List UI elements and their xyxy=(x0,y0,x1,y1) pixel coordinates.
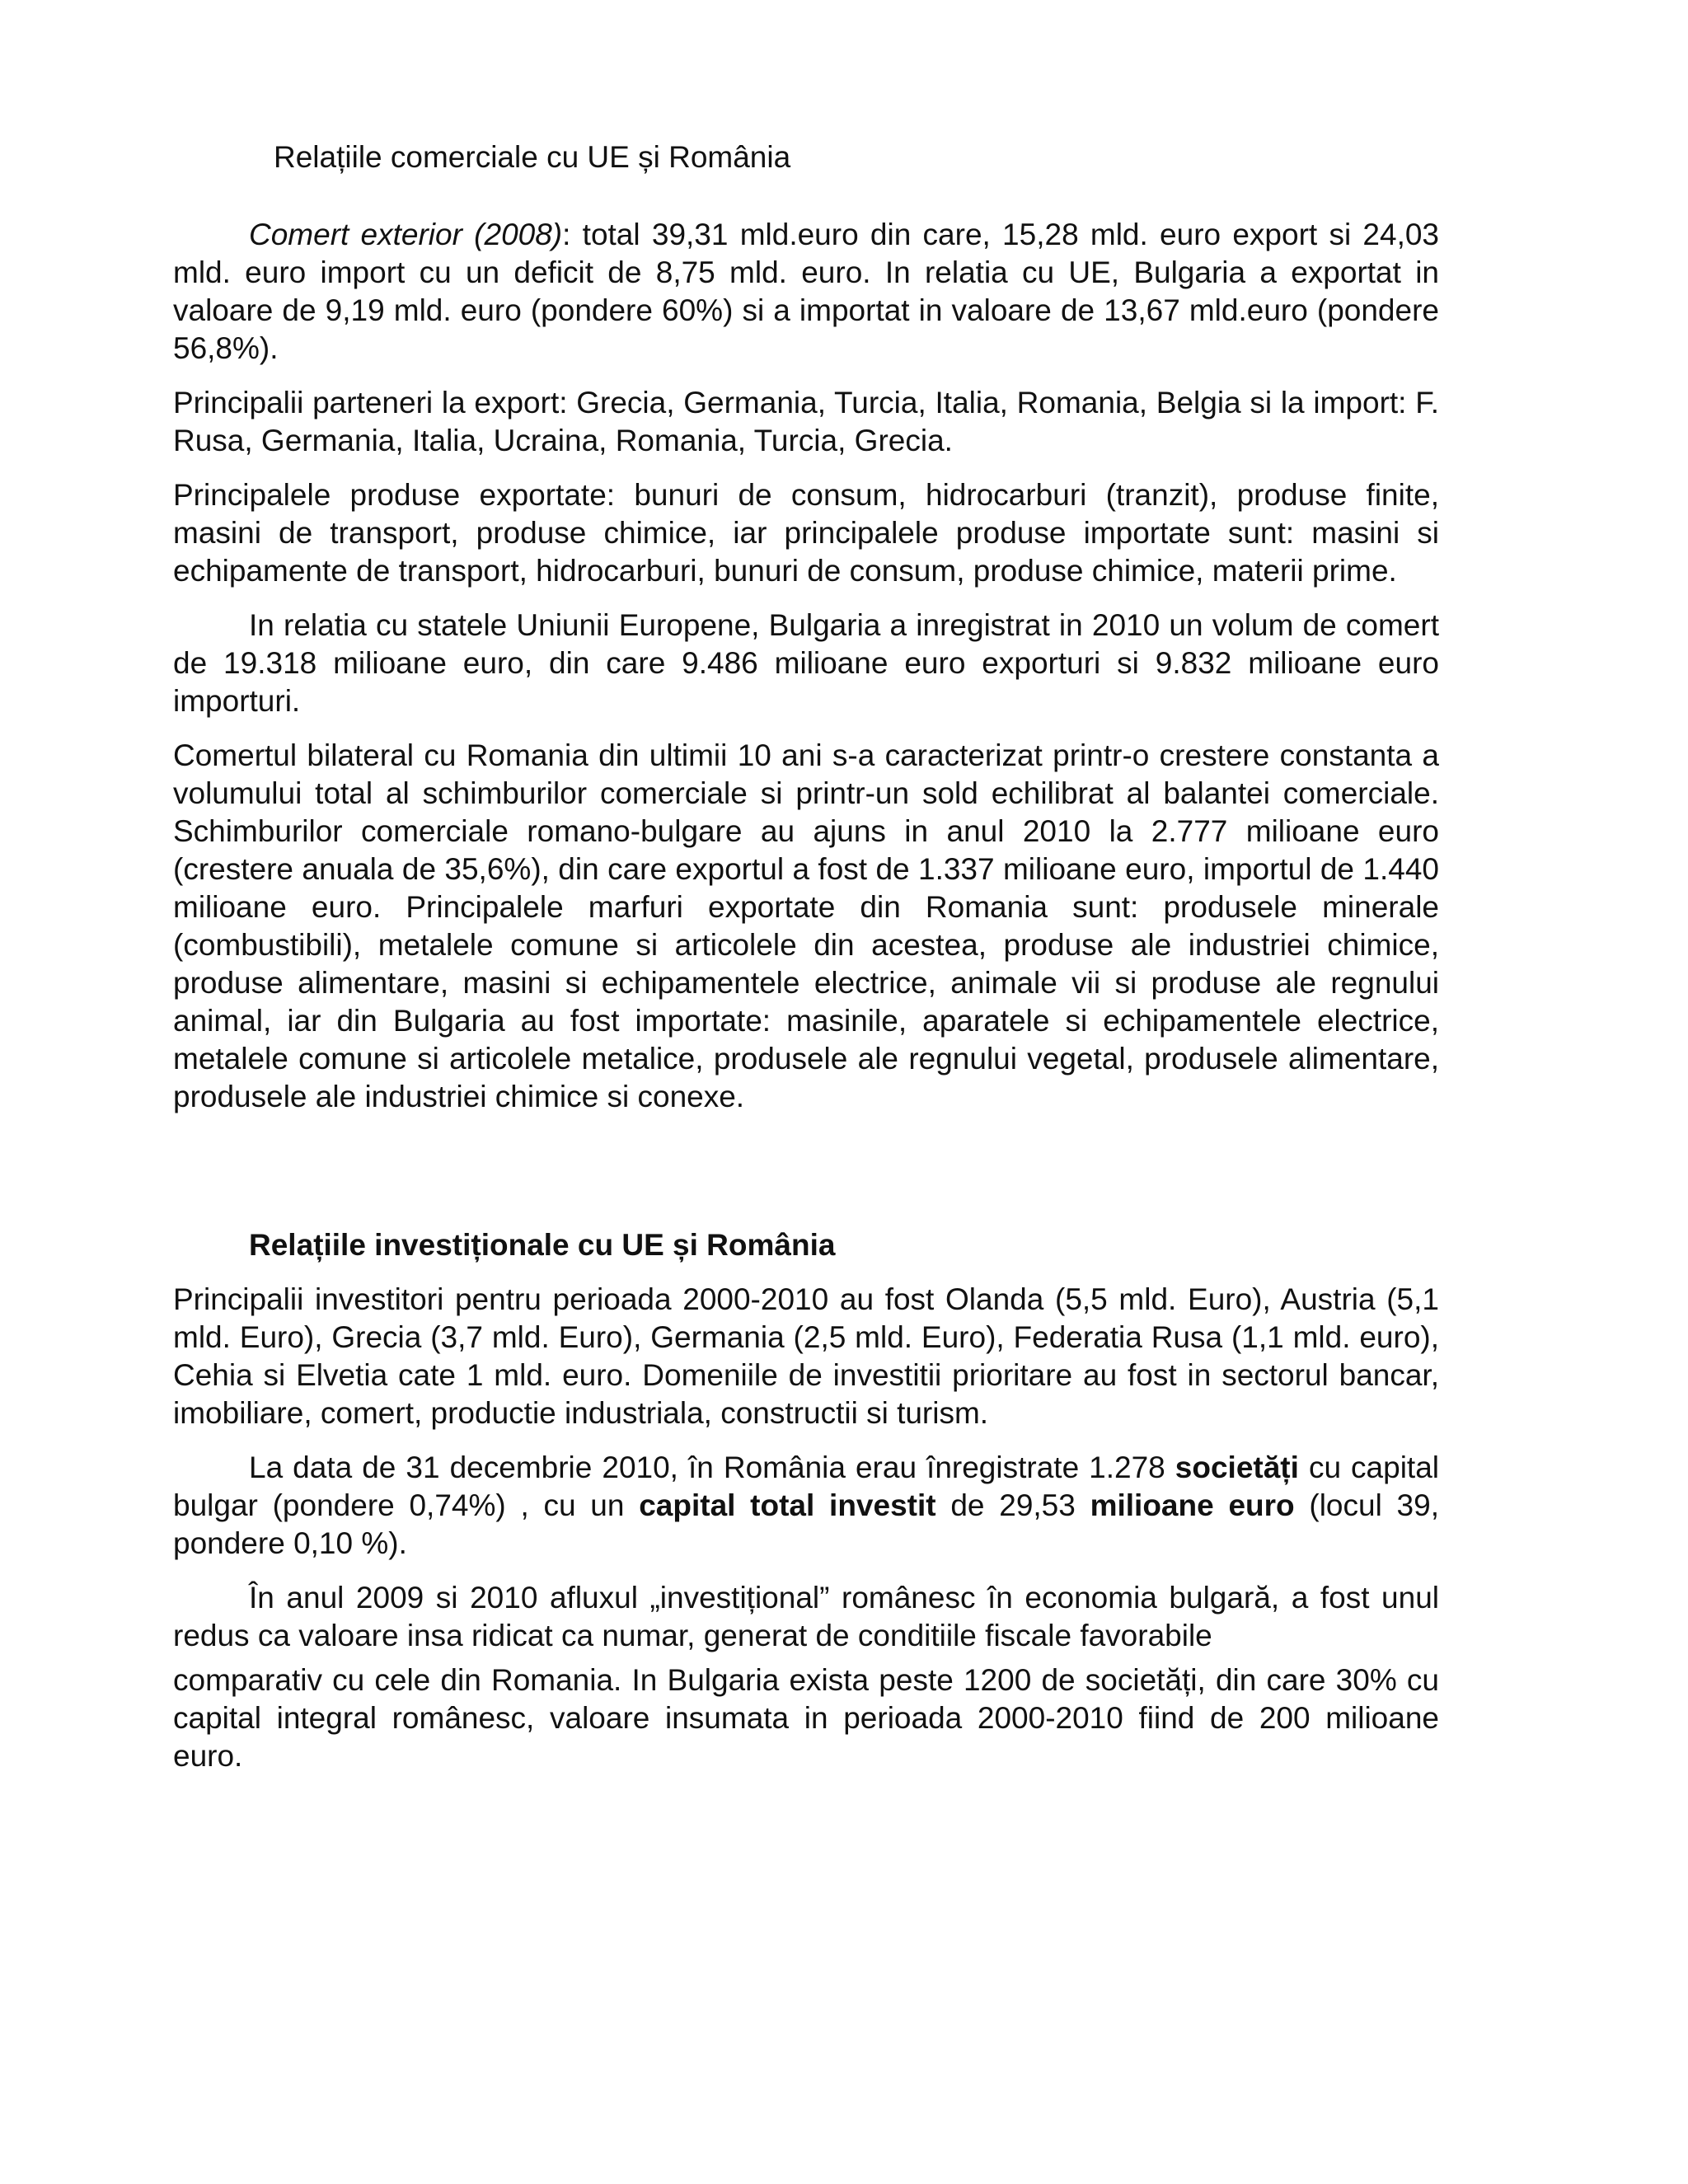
companies-bold-1: societăți xyxy=(1175,1451,1299,1484)
paragraph-investment-flow: În anul 2009 si 2010 afluxul „investițional” românesc în economia bulgară, a fost unul redus ca valoare insa ridicat ca numar, generat de conditiile fiscale favorabile xyxy=(173,1581,1439,1652)
section-heading-commercial: Relațiile comerciale cu UE și România xyxy=(274,140,791,174)
companies-text-3: de 29,53 xyxy=(935,1488,1090,1522)
paragraph-bilateral-trade: Comertul bilateral cu Romania din ultimii 10 ani s-a caracterizat printr-o crestere constanta a volumului total al schimburilor comerciale si printr-un sold echilibrat al balantei comerciale. Schimburilor comerciale romano-bulgare au ajuns in anul 2010 la 2.777 milioane euro (crestere anuala de 35,6%), din care exportul a fost de 1.337 milioane euro, importul de 1.440 milioane euro. Principalele marfuri exportate din Romania sunt: produsele minerale (combustibili), metalele comune si articolele din acestea, produse ale industriei chimice, produse alimentare, masini si echipamentele electrice, animale vii si produse ale regnului animal, iar din Bulgaria au fost importate: masinile, aparatele si echipamentele electrice, metalele comune si articolele metalice, produsele ale regnului vegetal, produsele alimentare, produsele ale industriei chimice si conexe. xyxy=(173,738,1439,1113)
companies-text-1: La data de 31 decembrie 2010, în România erau înregistrate 1.278 xyxy=(249,1451,1175,1484)
paragraph-investment-flow-cont: comparativ cu cele din Romania. In Bulgaria exista peste 1200 de societăți, din care 30% cu capital integral românesc, valoare insumata in perioada 2000-2010 fiind de 200 milioane euro. xyxy=(173,1663,1439,1773)
document-body xyxy=(173,138,1439,1792)
foreign-trade-text: : total 39,31 mld.euro din care, 15,28 mld. euro export si 24,03 mld. euro import cu un deficit de 8,75 mld. euro. In relatia cu UE, Bulgaria a exportat in valoare de 9,19 mld. euro (pondere 60%) si a importat in valoare de 13,67 mld.euro (pondere 56,8%). xyxy=(173,218,1440,365)
foreign-trade-label: Comert exterior (2008) xyxy=(249,218,563,251)
section-spacer xyxy=(173,1132,1439,1226)
paragraph-companies-romania xyxy=(173,1449,1439,1563)
paragraph-main-investors: Principalii investitori pentru perioada 2000-2010 au fost Olanda (5,5 mld. Euro), Austria (5,1 mld. Euro), Grecia (3,7 mld. Euro), Germania (2,5 mld. Euro), Federatia Rusa (1,1 mld. euro), Cehia si Elvetia cate 1 mld. euro. Domeniile de investitii prioritare au fost in sectorul bancar, imobiliare, comert, productie industriala, constructii si turism. xyxy=(173,1282,1439,1430)
paragraph-main-products: Principalele produse exportate: bunuri de consum, hidrocarburi (tranzit), produse finite, masini de transport, produse chimice, iar principalele produse importate sunt: masini si echipamente de transport, hidrocarburi, bunuri de consum, produse chimice, materii prime. xyxy=(173,478,1439,588)
section-heading-investment: Relațiile investiționale cu UE și România xyxy=(249,1228,836,1262)
companies-bold-3: milioane euro xyxy=(1090,1488,1295,1522)
paragraph-eu-trade-2010: In relatia cu statele Uniunii Europene, Bulgaria a inregistrat in 2010 un volum de comert de 19.318 milioane euro, din care 9.486 milioane euro exporturi si 9.832 milioane euro importuri. xyxy=(173,608,1439,718)
paragraph-main-partners: Principalii parteneri la export: Grecia, Germania, Turcia, Italia, Romania, Belgia si la import: F. Rusa, Germania, Italia, Ucraina, Romania, Turcia, Grecia. xyxy=(173,386,1439,457)
companies-bold-2: capital total investit xyxy=(639,1488,936,1522)
companies-text-4: (locul 39, pondere 0,10 %). xyxy=(173,1488,1439,1560)
companies-text-2: cu capital bulgar (pondere 0,74%) , cu un xyxy=(173,1451,1440,1522)
paragraph-foreign-trade xyxy=(173,216,1439,368)
